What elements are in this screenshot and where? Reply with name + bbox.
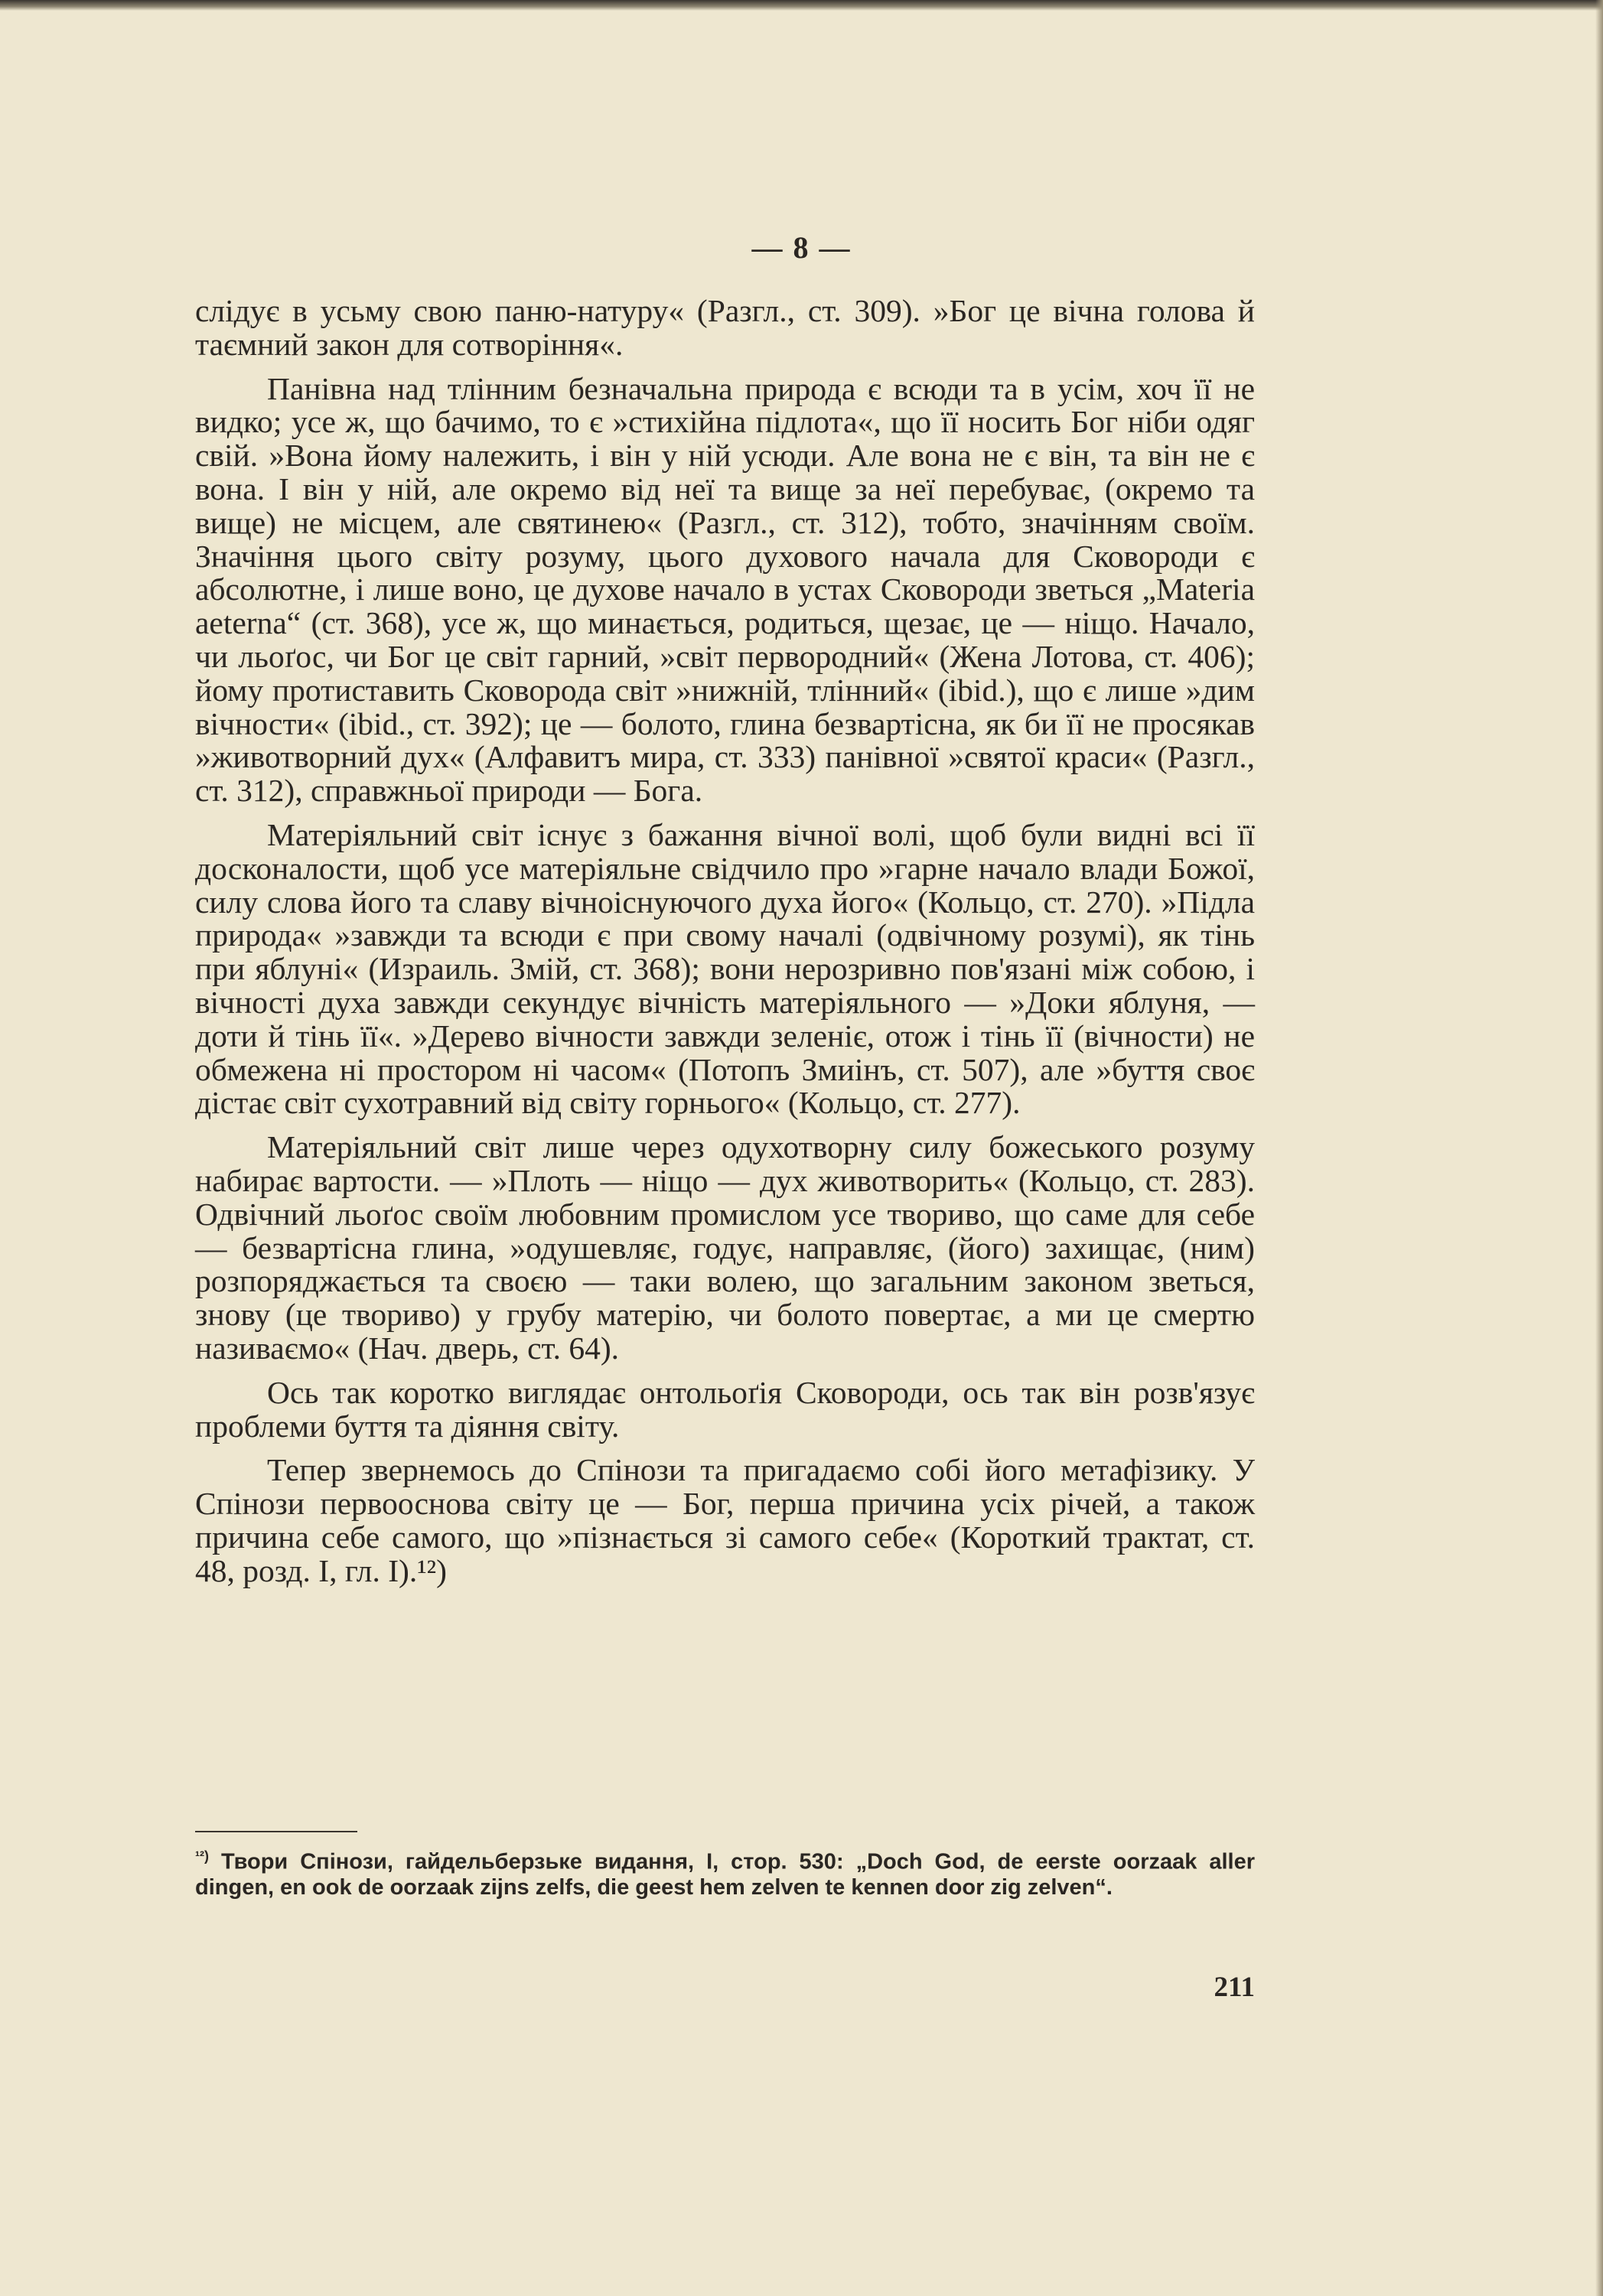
paragraph: Тепер звернемось до Спінози та пригадаємо собі його метафізику. У Спінози первооснова світу це — Бог, перша причина усіх річей, а також причина себе самого, що »пізнається зі самого себе« (Короткий трактат, ст. 48, розд. I, гл. I).¹²) <box>195 1452 1255 1588</box>
paragraph: Матеріяльний світ існує з бажання вічної волі, щоб були видні всі її досконалости, щоб усе матеріяльне свідчило про »гарне начало влади Божої, силу слова його та славу вічноіснуючого духа його« (Кольцо, ст. 270). »Підла природа« »завжди та всюди є при свому началі (одвічному розумі), як тінь при яблуні« (Израиль. Змій, ст. 368); вони нерозривно пов'язані між собою, і вічності духа завжди секундує вічність матеріяльного — »Доки яблуня, — доти й тінь її«. »Дерево вічности завжди зеленіє, отож і тінь її (вічности) не обмежена ні простором ні часом« (Потопъ Змиінъ, ст. 507), але »буття своє дістає світ сухотравний від світу горнього« (Кольцо, ст. 277). <box>195 816 1255 1121</box>
page-top-edge <box>0 0 1603 11</box>
paragraph: Панівна над тлінним безначальна природа є всюди та в усім, хоч її не видко; усе ж, що бачимо, то є »стихійна підлота«, що її носить Бог ніби одяг свій. »Вона йому належить, і він у ній усюди. Але вона не є він, та він не є вона. І він у ній, але окремо від неї та вище за неї перебуває, (окремо та вище) не місцем, але святинею« (Разгл., ст. 312), тобто, значінням своїм. Значіння цього світу розуму, цього духового начала для Сковороди є абсолютне, і лише воно, це духове начало в устах Сковороди зветься „Materia aeterna“ (ст. 368), усе ж, що минається, родиться, щезає, це — ніщо. Начало, чи льоґос, чи Бог це світ гарний, »світ первородний« (Жена Лотова, ст. 406); йому протиставить Сковорода світ »нижній, тлінний« (ibid.), що є лише »дим вічности« (ibid., ст. 392); це — болото, глина безвартісна, як би її не просякав »животворний дух« (Алфавитъ мира, ст. 333) панівної »святої краси« (Разгл., ст. 312), справжньої природи — Бога. <box>195 370 1255 809</box>
body-text <box>195 295 1255 1598</box>
page-right-edge <box>1595 0 1603 2296</box>
footnote-separator <box>195 1831 357 1832</box>
footnote-text: Твори Спінози, гайдельберзьке видання, I, стор. 530: „Doch God, de eerste oorzaak aller dingen, en ook de oorzaak zijns zelfs, die geest hem zelven te kennen door zig zelven“. <box>195 1849 1255 1900</box>
folio-number: 211 <box>1214 1972 1255 2003</box>
footnote-marker: ¹²) <box>195 1848 209 1864</box>
running-page-number: — 8 — <box>751 230 852 265</box>
paragraph: Ось так коротко виглядає онтольоґія Сковороди, ось так він розв'язує проблеми буття та діяння світу. <box>195 1374 1255 1444</box>
footnote <box>195 1844 1255 1901</box>
paragraph: Матеріяльний світ лише через одухотворну силу божеського розуму набирає вартости. — »Плоть — ніщо — дух животворить« (Кольцо, ст. 283). Одвічний льоґос своїм любовним промислом усе твориво, що саме для себе — безвартісна глина, »одушевляє, годує, направляє, (його) захищає, (ним) розпоряджається та своєю — таки волею, що загальним законом зветься, знову (це твориво) у грубу матерію, чи болото повертає, а ми це смертю називаємо« (Нач. дверь, ст. 64). <box>195 1129 1255 1366</box>
paragraph-continued: слідує в усьму свою паню-натуру« (Разгл., ст. 309). »Бог це вічна голова й таємний закон для сотворіння«. <box>195 293 1255 362</box>
